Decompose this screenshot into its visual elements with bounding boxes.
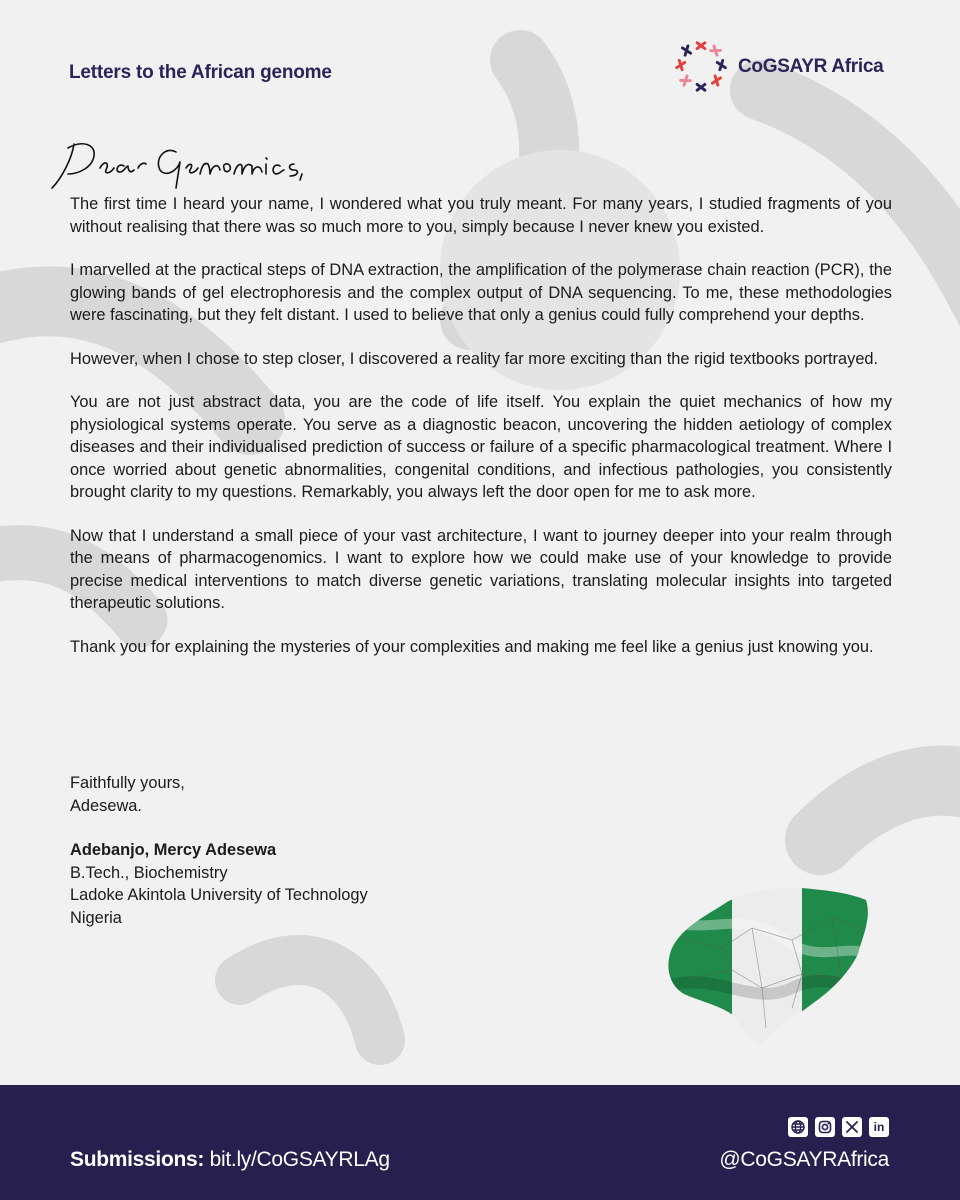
series-title [69,62,332,84]
brand-logo [672,38,883,96]
letter-paragraph: Now that I understand a small piece of your vast architecture, I want to journey deeper into your realm through the means of pharmacogenomics. I want to explore how we could make use of your knowledge to provide precise medical interventions to match diverse genetic variations, translating molecular insights into targeted therapeutic solutions. [70,526,892,612]
brand-name: CoGSAYR Africa [738,56,884,77]
author-degree: B.Tech., Biochemistry [70,863,228,882]
chromosome-ring-logo-icon [672,38,730,96]
letter-paragraph: I marvelled at the practical steps of DNA extraction, the amplification of the polymerase chain reaction (PCR), the glowing bands of gel electrophoresis and the complex output of DNA sequencing. To me, these methodologies were fascinating, but they felt distant. I used to believe that only a genius could fully comprehend your depths. [70,261,892,324]
letter-closing [70,772,185,817]
instagram-icon[interactable] [815,1117,835,1137]
letter-paragraph: However, when I chose to step closer, I discovered a reality far more exciting than the rigid textbooks portrayed. [70,349,879,368]
social-icons [788,1117,889,1137]
submissions-line [70,1148,390,1172]
closing-line: Faithfully yours, [70,774,185,792]
submissions-label: Submissions: [70,1148,205,1171]
series-title-rest: to the African genome [130,62,332,83]
social-handle[interactable]: @CoGSAYRAfrica [719,1148,889,1171]
author-signature [70,839,368,929]
linkedin-icon[interactable]: in [869,1117,889,1137]
footer-bar [0,1085,960,1200]
nigeria-flag-map-image [662,878,872,1046]
globe-icon[interactable] [788,1117,808,1137]
author-institution: Ladoke Akintola University of Technology [70,886,368,904]
handwritten-salutation-icon [48,130,308,194]
letter-body [70,193,892,679]
salutation [48,130,308,194]
letter-paragraph: The first time I heard your name, I wondered what you truly meant. For many years, I studied fragments of you without realising that there was so much more to you, simply because I never knew you existed. [70,195,892,236]
closing-signoff: Adesewa. [70,796,142,815]
letter-paragraph: Thank you for explaining the mysteries of your complexities and making me feel like a genius just knowing you. [70,637,874,656]
author-country: Nigeria [70,908,122,927]
x-icon[interactable] [842,1117,862,1137]
series-title-bold: Letters [69,62,131,83]
letter-paragraph: You are not just abstract data, you are the code of life itself. You explain the quiet mechanics of how my physiological systems operate. You serve as a diagnostic beacon, uncovering the hidden aetiology of complex diseases and their individualised prediction of success or failure of a specific pharmacological treatment. Where I once worried about genetic abnormalities, congenital conditions, and infectious pathologies, you consistently brought clarity to my questions. Remarkably, you always left the door open for me to ask more. [70,393,892,501]
author-name: Adebanjo, Mercy Adesewa [70,841,277,859]
submissions-link[interactable]: bit.ly/CoGSAYRLAg [204,1148,390,1171]
